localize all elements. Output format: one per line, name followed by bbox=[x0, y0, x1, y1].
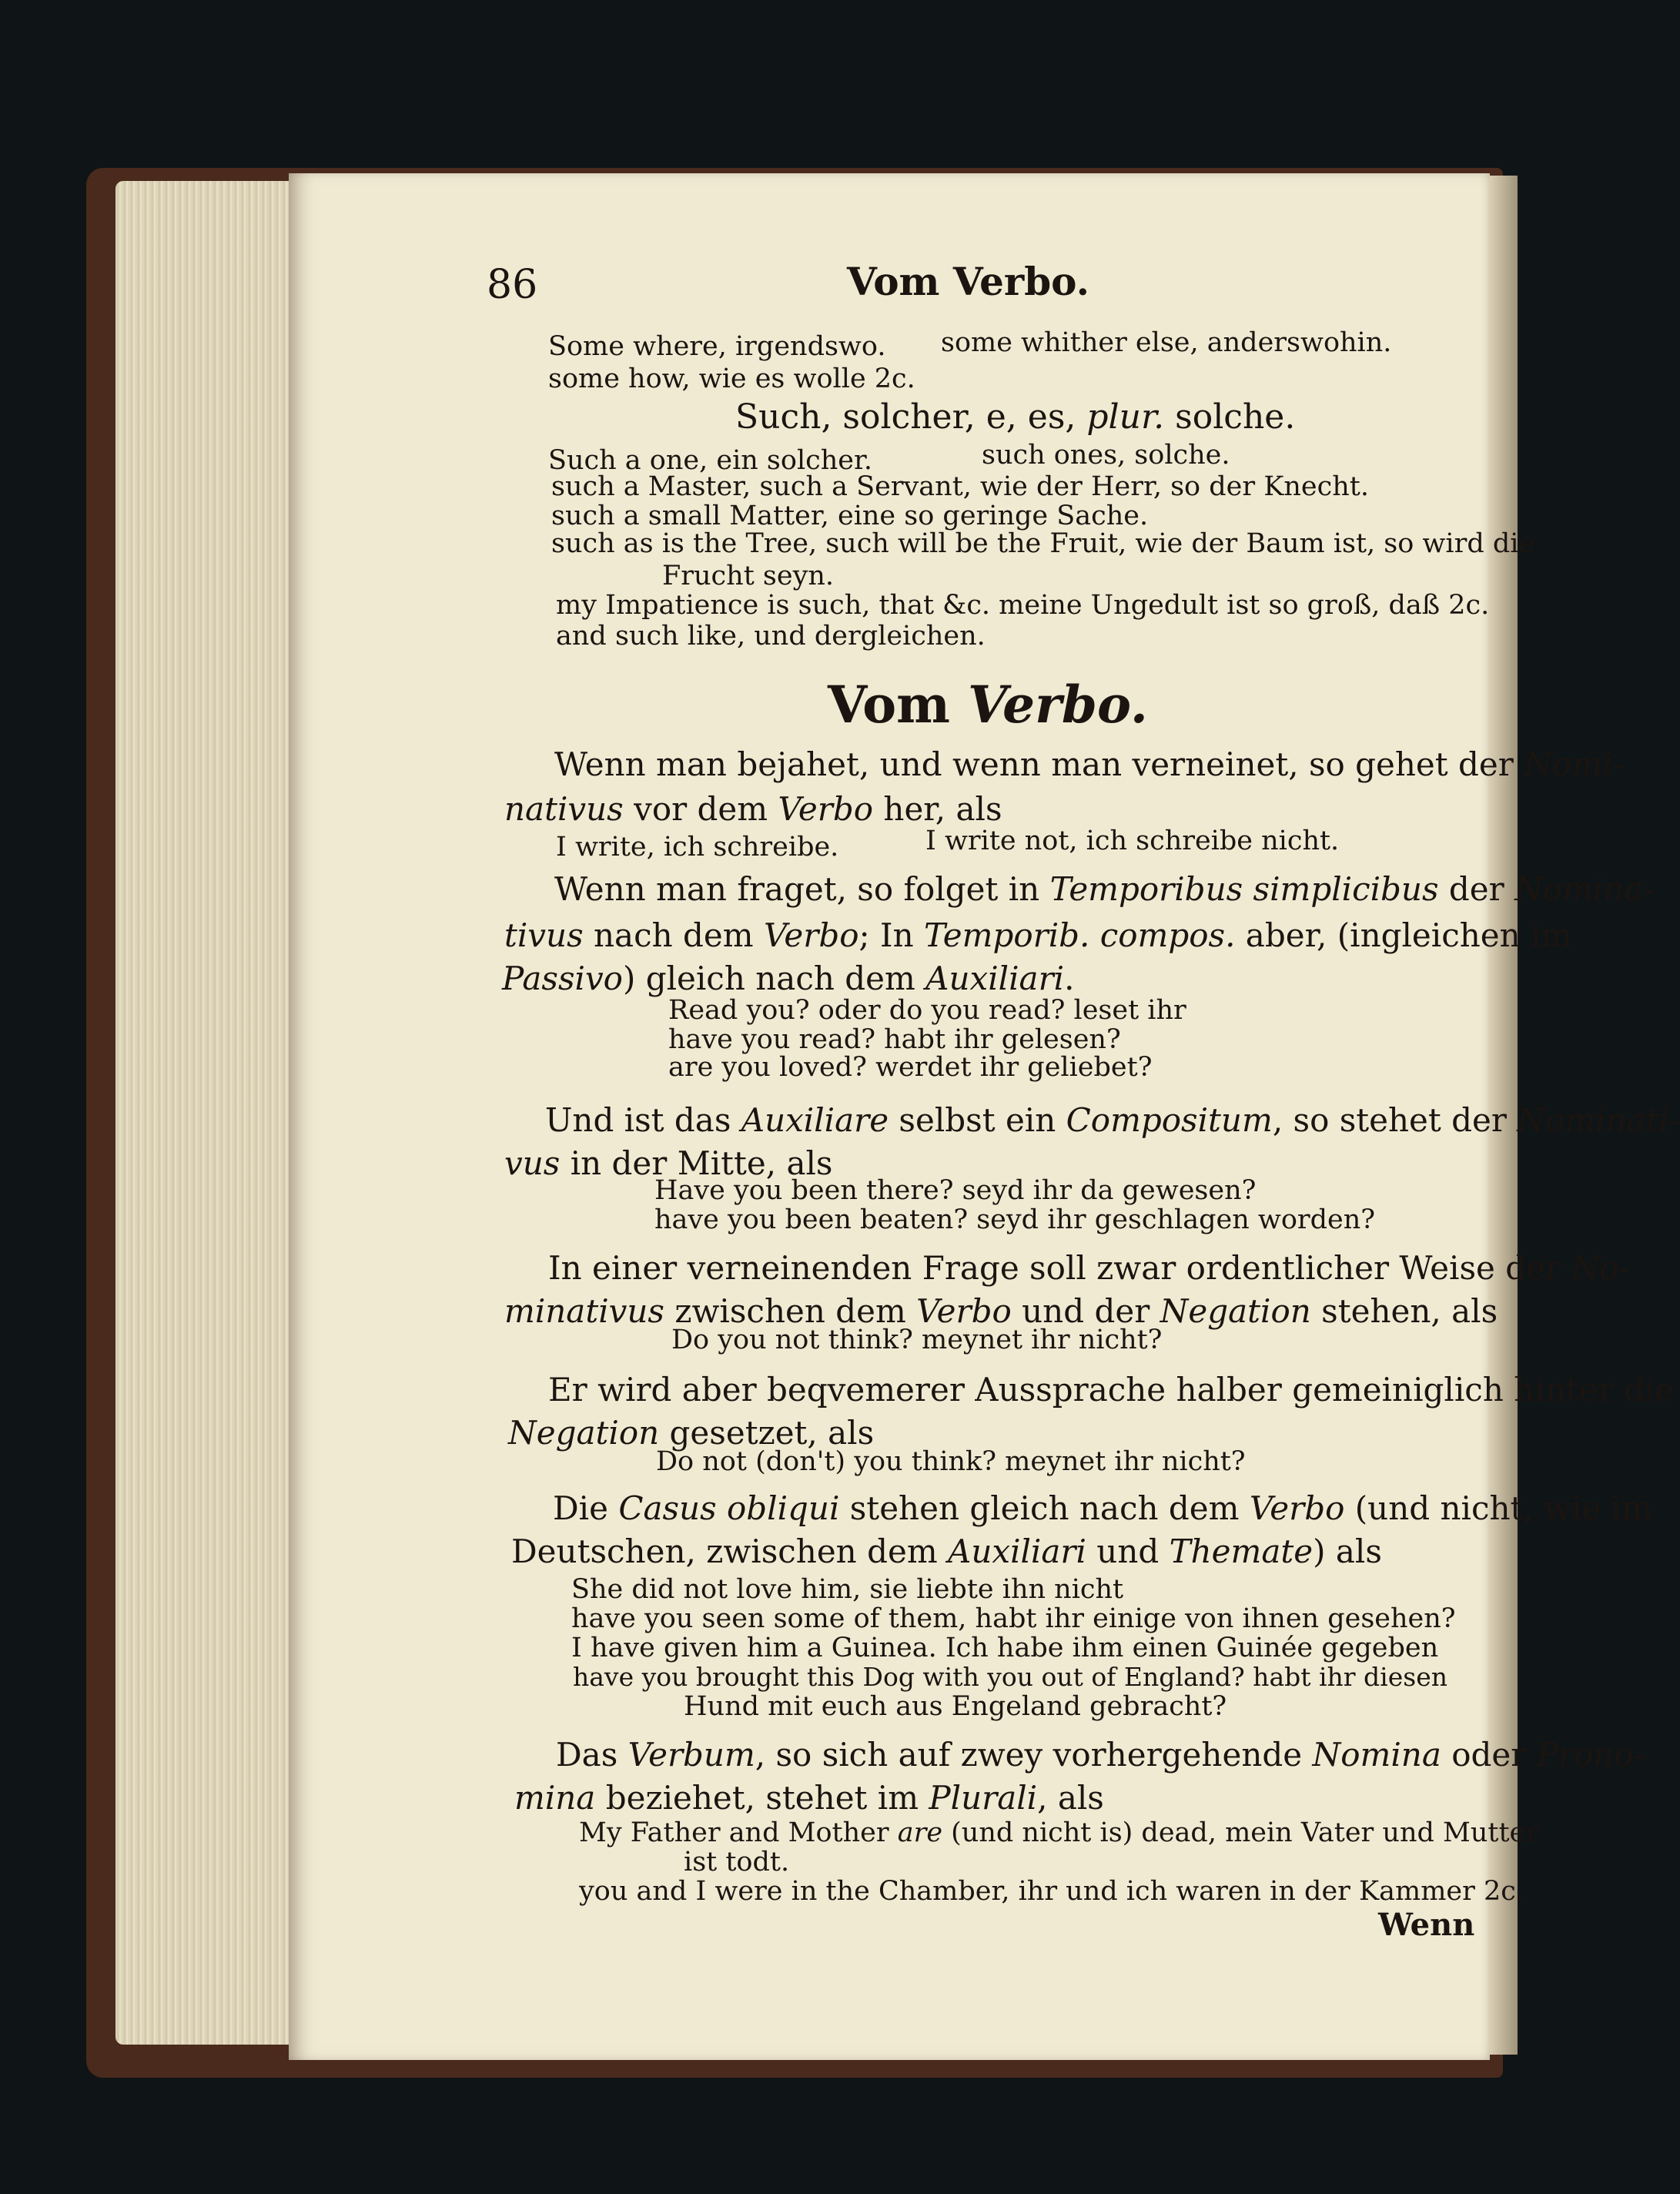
running-head: Vom Verbo. bbox=[847, 259, 1090, 304]
text-line: Some where, irgendswo. bbox=[548, 331, 886, 362]
example-line: I write not, ich schreibe nicht. bbox=[925, 826, 1340, 856]
text-line: my Impatience is such, that &c. meine Ungedult ist so groß, daß 2c. bbox=[556, 590, 1490, 621]
paragraph-line: Er wird aber beqvemerer Aussprache halber gemeiniglich hinter die bbox=[548, 1371, 1675, 1409]
example-line: My Father and Mother are (und nicht is) dead, mein Vater und Mutter bbox=[579, 1817, 1538, 1848]
paragraph-line: Wenn man fraget, so folget in Temporibus simplicibus der Nomina- bbox=[554, 870, 1655, 908]
paragraph-line: mina beziehet, stehet im Plurali, als bbox=[514, 1779, 1104, 1817]
paragraph-line: Deutschen, zwischen dem Auxiliari und Themate) als bbox=[511, 1532, 1382, 1570]
example-line: have you brought this Dog with you out of England? habt ihr diesen bbox=[573, 1662, 1447, 1692]
paragraph-line: Negation gesetzet, als bbox=[508, 1414, 875, 1452]
text-line: some how, wie es wolle 2c. bbox=[548, 363, 915, 394]
paragraph-line: Wenn man bejahet, und wenn man verneinet, so gehet der Nomi- bbox=[554, 745, 1624, 783]
text-line: such as is the Tree, such will be the Fruit, wie der Baum ist, so wird die bbox=[551, 528, 1535, 559]
paragraph-line: tivus nach dem Verbo; In Temporib. compos. aber, (ingleichen im bbox=[504, 916, 1572, 954]
paragraph-line: vus in der Mitte, als bbox=[504, 1144, 833, 1182]
text-line: Frucht seyn. bbox=[662, 561, 835, 591]
text-line: and such like, und dergleichen. bbox=[556, 621, 986, 652]
paragraph-line: In einer verneinenden Frage soll zwar ordentlicher Weise der No- bbox=[548, 1249, 1630, 1287]
example-line: you and I were in the Chamber, ihr und ich waren in der Kammer 2c. bbox=[579, 1876, 1524, 1907]
example-line: Do not (don't) you think? meynet ihr nicht? bbox=[656, 1446, 1246, 1477]
example-line: Hund mit euch aus Engeland gebracht? bbox=[684, 1691, 1227, 1722]
catchword: Wenn bbox=[1378, 1907, 1475, 1943]
example-line: ist todt. bbox=[684, 1847, 790, 1877]
section-title-vom-verbo: Vom Verbo. bbox=[828, 675, 1148, 735]
paragraph-line: Passivo) gleich nach dem Auxiliari. bbox=[502, 960, 1075, 997]
text-line: Such a one, ein solcher. bbox=[548, 445, 873, 476]
paragraph-line: nativus vor dem Verbo her, als bbox=[504, 790, 1002, 828]
example-line: have you been beaten? seyd ihr geschlagen worden? bbox=[654, 1204, 1376, 1235]
example-line: I have given him a Guinea. Ich habe ihm einen Guinée gegeben bbox=[571, 1633, 1439, 1663]
example-line: have you seen some of them, habt ihr einige von ihnen gesehen? bbox=[571, 1603, 1456, 1634]
paragraph-line: Und ist das Auxiliare selbst ein Compositum, so stehet der Nominati- bbox=[545, 1101, 1680, 1139]
section-heading-such: Such, solcher, e, es, plur. solche. bbox=[735, 397, 1296, 437]
paragraph-line: minativus zwischen dem Verbo und der Negation stehen, als bbox=[504, 1292, 1498, 1330]
example-line: are you loved? werdet ihr geliebet? bbox=[668, 1052, 1153, 1083]
page-stack-edge bbox=[115, 181, 300, 2045]
page-number: 86 bbox=[487, 262, 538, 308]
example-line: Have you been there? seyd ihr da gewesen? bbox=[654, 1175, 1257, 1206]
text-line: such ones, solche. bbox=[982, 440, 1230, 471]
paragraph-line: Das Verbum, so sich auf zwey vorhergehende Nomina oder Prono- bbox=[556, 1736, 1645, 1774]
example-line: have you read? habt ihr gelesen? bbox=[668, 1024, 1121, 1055]
text-line: such a Master, such a Servant, wie der Herr, so der Knecht. bbox=[551, 471, 1369, 502]
text-line: such a small Matter, eine so geringe Sache. bbox=[551, 501, 1149, 531]
example-line: She did not love him, sie liebte ihn nicht bbox=[571, 1574, 1124, 1605]
paragraph-line: Die Casus obliqui stehen gleich nach dem Verbo (und nicht, wie im bbox=[553, 1489, 1652, 1527]
text-line: some whither else, anderswohin. bbox=[941, 327, 1392, 358]
example-line: Do you not think? meynet ihr nicht? bbox=[671, 1325, 1163, 1355]
example-line: Read you? oder do you read? leset ihr bbox=[668, 995, 1186, 1026]
example-line: I write, ich schreibe. bbox=[556, 832, 839, 863]
